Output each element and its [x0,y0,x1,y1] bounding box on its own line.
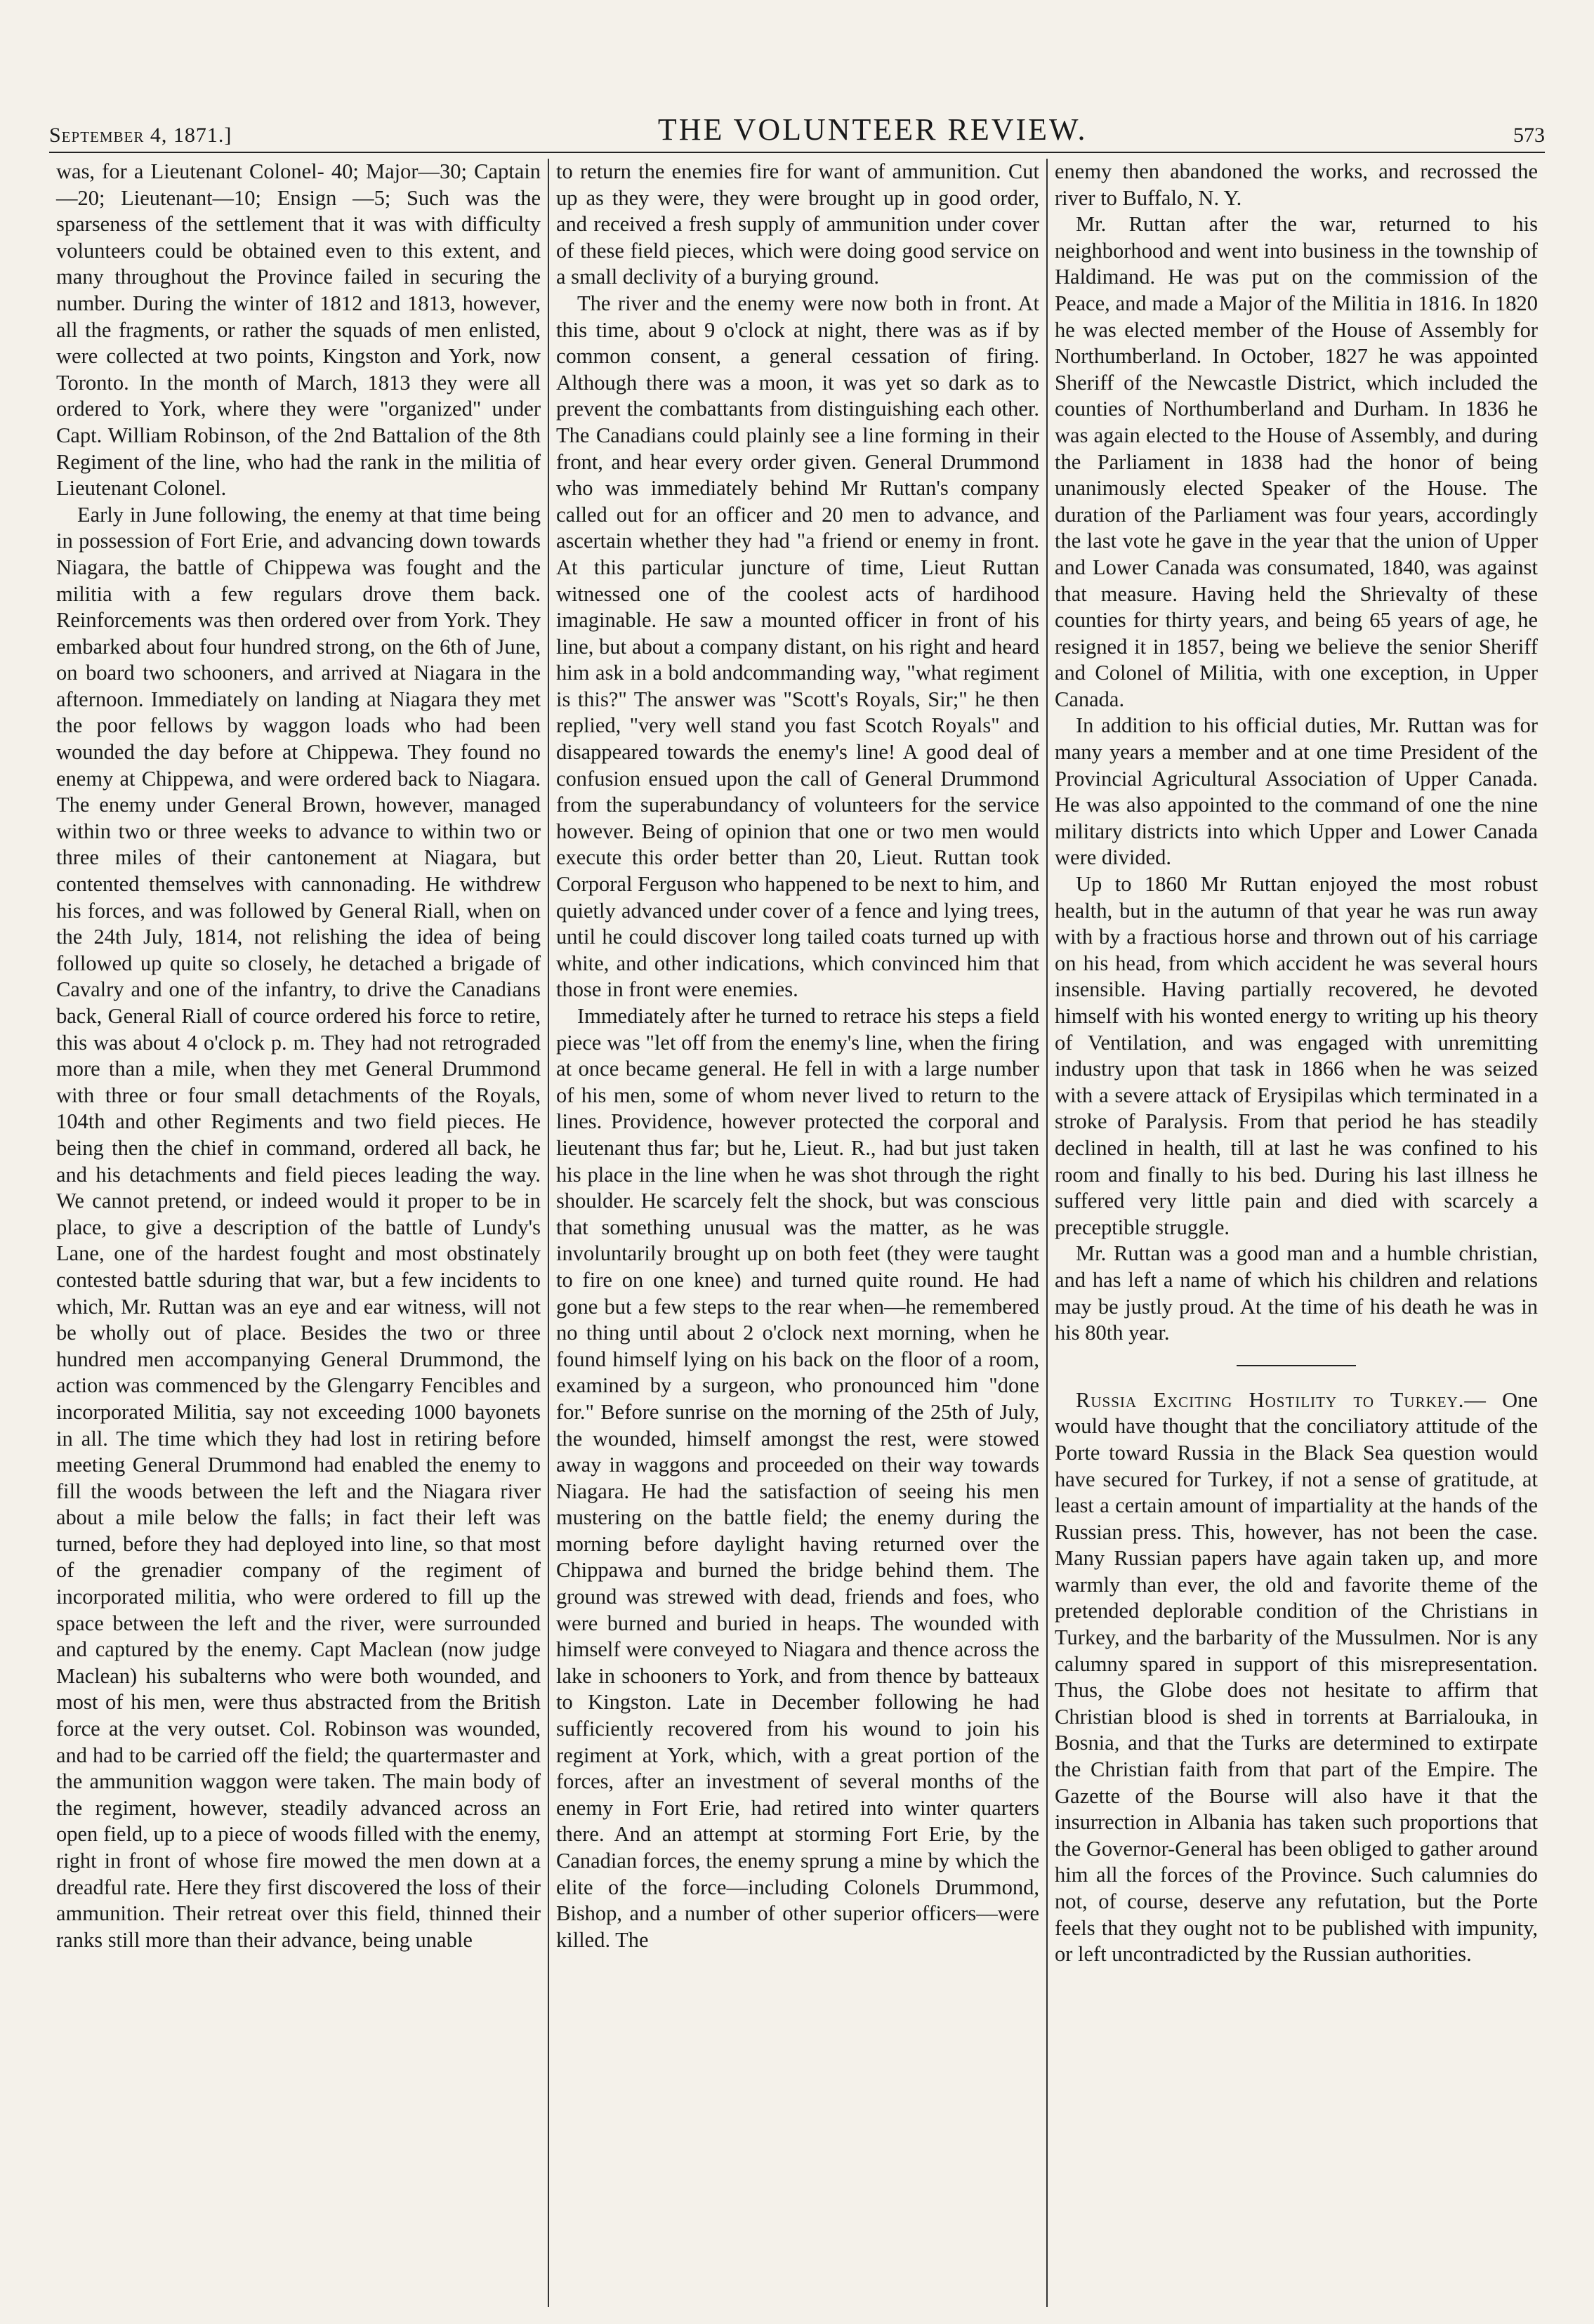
article-body: One would have thought that the conciliatory attitude of the Porte toward Russia in the Black Sea question would have secured for Turkey, if not a sense of gratitude, at least a certain amount of impartiality at the hands of the Russian press. This, however, has not been the case. Many Russian papers have again taken up, and more warmly than ever, the old and favorite theme of the pretended deplorable condition of the Christians in Turkey, and the barbarity of the Mussulmen. Nor is any calumny spared in support of this misrepresentation. Thus, the Globe does not hesitate to affirm that Christian blood is shed in torrents at Barrialouka, in Bosnia, and that the Turks are determined to extirpate the Christian faith from that part of the Empire. The Gazette of the Bourse will also have it that the insurrection in Albania has taken such proportions that the Governor-General has been obliged to gather around him all the forces of the Province. Such calumnies do not, of course, deserve any refutation, but the Porte feels that they ought not to be published with impunity, or left uncontradicted by the Russian authorities. [1055,1387,1538,1967]
paragraph: In addition to his official duties, Mr. Ruttan was for many years a member and at one time President of the Provincial Agricultural Association of Upper Canada. He was also appointed to the command of one the nine military districts into which Upper and Lower Canada were divided. [1055,713,1538,870]
paragraph: to return the enemies fire for want of ammunition. Cut up as they were, they were brought up in good order, and received a fresh supply of ammunition under cover of these field pieces, which were doing good service on a small declivity of a burying ground. [556,159,1039,289]
column-left [49,159,548,2307]
text-columns [49,159,1545,2307]
article-paragraph [1055,1387,1538,1968]
paragraph: Mr. Ruttan was a good man and a humble christian, and has left a name of which his children and relations may be justly proud. At the time of his death he was in his 80th year. [1055,1241,1538,1345]
header-rule [49,152,1545,153]
paragraph: The river and the enemy were now both in front. At this time, about 9 o'clock at night, there was as if by common consent, a general cessation of firing. Although there was a moon, it was yet so dark as to prevent the combattants from distinguishing each other. The Canadians could plainly see a line forming in their front, and hear every order given. General Drummond who was immediately behind Mr Ruttan's company called out for an officer and 20 men to advance, and ascertain whether they had "a friend or enemy in front. At this particular juncture of time, Lieut Ruttan witnessed one of the coolest acts of hardihood imaginable. He saw a mounted officer in front of his line, but about a company distant, on his right and heard him ask in a bold andcommanding way, "what regiment is this?" The answer was "Scott's Royals, Sir;" he then replied, "very well stand you fast Scotch Royals" and disappeared towards the enemy's line! A good deal of confusion ensued upon the call of General Drummond from the superabundancy of volunteers for the service however. Being of opinion that one or two men would execute this order better than 20, Lieut. Ruttan took Corporal Ferguson who happened to be next to him, and quietly advanced under cover of a fence and lying trees, until he could discover long tailed coats turned up with white, and other indications, which convinced him that those in front were enemies. [556,291,1039,1002]
paragraph: Mr. Ruttan after the war, returned to his neighborhood and went into business in the township of Haldimand. He was put on the commission of the Peace, and made a Major of the Militia in 1816. In 1820 he was elected member of the House of Assembly for Northumberland. In October, 1827 he was appointed Sheriff of the Newcastle District, which included the counties of Northumberland and Durham. In 1836 he was again elected to the House of Assembly, and during the Parliament in 1838 had the honor of being unanimously elected Speaker of the House. The duration of the Parliament was four years, accordingly the last vote he gave in the year that the union of Upper and Lower Canada was consumated, 1840, was against that measure. Having held the Shrievalty of these counties for thirty years, and being 65 years of age, he resigned it in 1857, being we believe the senior Sheriff and Colonel of Militia, with one exception, in Upper Canada. [1055,212,1538,711]
issue-date: September 4, 1871.] [49,124,232,147]
paragraph: Early in June following, the enemy at that time being in possession of Fort Erie, and advancing down towards Niagara, the battle of Chippewa was fought and the militia with a few regulars drove them back. Reinforcements was then ordered over from York. They embarked about four hundred strong, on the 6th of June, on board two schooners, and arrived at Niagara in the afternoon. Immediately on landing at Niagara they met the poor fellows by waggon loads who had been wounded the day before at Chippewa. They found no enemy at Chippewa, and were ordered back to Niagara. The enemy under General Brown, however, managed within two or three weeks to advance to within two or three miles of their cantonement at Niagara, but contented themselves with cannonading. He withdrew his forces, and was followed by General Riall, when on the 24th July, 1814, not relishing the idea of being followed up quite so closely, he detached a brigade of Cavalry and one of the infantry, to drive the Canadians back, General Riall of cource ordered his force to retire, this was about 4 o'clock p. m. They had not retrograded more than a mile, when they met General Drummond with three or four small detachments of the Royals, 104th and other Regiments and two field pieces. He being then the chief in command, ordered all back, he and his detachments and field pieces leading the way. We cannot pretend, or indeed would it proper to be in place, to give a description of the battle of Lundy's Lane, one of the hardest fought and most obstinately contested battle sduring that war, but a few incidents to which, Mr. Ruttan was an eye and ear witness, will not be wholly out of place. Besides the two or three hundred men accompanying General Drummond, the action was commenced by the Glengarry Fencibles and incorporated Militia, say not exceeding 1000 bayonets in all. The time which they had lost in retiring before meeting General Drummond had enabled the enemy to fill the woods between the left and the Niagara river about a mile below the falls; in fact their left was turned, before they had deployed into line, so that most of the grenadier company of the regiment of incorporated militia, who were ordered to fill up the space between the left and the river, were surrounded and captured by the enemy. Capt Maclean (now judge Maclean) his subalterns who were both wounded, and most of his men, were thus abstracted from the British force at the very outset. Col. Robinson was wounded, and had to be carried off the field; the quartermaster and the ammunition waggon were taken. The main body of the regiment, however, steadily advanced across an open field, up to a piece of woods filled with the enemy, right in front of whose fire mowed the men down at a dreadful rate. Here they first discovered the loss of their ammunition. Their retreat over this field, thinned their ranks still more than their advance, being unable [56,502,541,1952]
paragraph: Immediately after he turned to retrace his steps a field piece was "let off from the enemy's line, when the firing at once became general. He fell in with a large number of his men, some of whom never lived to return to the lines. Providence, however protected the corporal and lieutenant thus far; but he, Lieut. R., had but just taken his place in the line when he was shot through the right shoulder. He scarcely felt the shock, but was conscious that something unusual was the matter, as he was involuntarily brought up on both feet (they were taught to fire on one knee) and turned quite round. He had gone but a few steps to the rear when—he remembered no thing until about 2 o'clock next morning, when he found himself lying on his back on the floor of a room, examined by a surgeon, who pronounced him "done for." Before sunrise on the morning of the 25th of July, the wounded, himself amongst the rest, were stowed away in waggons and proceeded on their way towards Niagara. He had the satisfaction of seeing his men mustering on the battle field; the enemy during the morning before daylight having returned over the Chippawa and burned the bridge behind them. The ground was strewed with dead, friends and foes, who were burned and buried in heaps. The wounded with himself were conveyed to Niagara and thence across the lake in schooners to York, and from thence by batteaux to Kingston. Late in December following he had sufficiently recovered from his wound to join his regiment at York, which, with a great portion of the forces, after an investment of several months of the enemy in Fort Erie, had retired into winter quarters there. And an attempt at storming Fort Erie, by the Canadian forces, the enemy sprung a mine by which the elite of the force—including Colonels Drummond, Bishop, and a number of other superior officers—were killed. The [556,1004,1040,1952]
page-header [49,105,1545,147]
column-middle [548,159,1046,2307]
paragraph: was, for a Lieutenant Colonel- 40; Major—30; Captain—20; Lieutenant—10; Ensign —5; Such was the sparseness of the settlement that it was with difficulty volunteers could be obtained even to this extent, and many throughout the Province failed in securing the number. During the winter of 1812 and 1813, however, all the fragments, or rather the squads of men enlisted, were collected at two points, Kingston and York, now Toronto. In the month of March, 1813 they were all ordered to York, where they were "organized" under Capt. William Robinson, of the 2nd Battalion of the 8th Regiment of the line, who had the rank in the militia of Lieutenant Colonel. [56,159,541,501]
column-right [1046,159,1545,2307]
article-separator [1237,1365,1356,1366]
page-number: 573 [1513,124,1545,147]
paragraph: enemy then abandoned the works, and recrossed the river to Buffalo, N. Y. [1055,159,1538,210]
masthead-title: THE VOLUNTEER REVIEW. [657,112,1088,147]
paragraph: Up to 1860 Mr Ruttan enjoyed the most robust health, but in the autumn of that year he was run away with by a fractious horse and thrown out of his carriage on his head, from which accident he was several hours insensible. Having partially recovered, he devoted himself with his wonted energy to writing up his theory of Ventilation, and was engaged with unremitting industry upon that task in 1866 when he was seized with a severe attack of Erysipilas which terminated in a stroke of Paralysis. From that period he has steadily declined in health, till at last he was confined to his room and finally to his bed. During his last illness he suffered very little pain and died with scarcely a preceptible struggle. [1055,872,1538,1239]
article-title: Russia Exciting Hostility to Turkey.— [1076,1387,1487,1412]
